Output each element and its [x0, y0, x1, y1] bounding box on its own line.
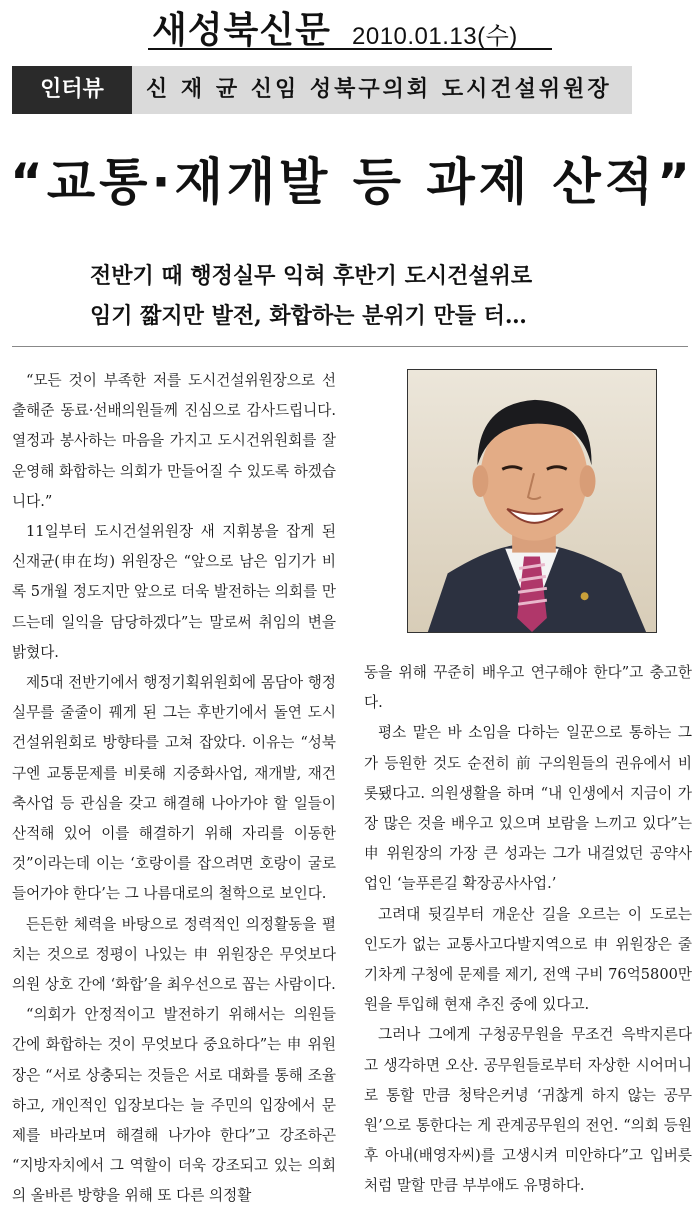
subheadline-line: 임기 짧지만 발전, 화합하는 분위기 만들 터… — [90, 303, 527, 329]
paragraph: 동을 위해 꾸준히 배우고 연구해야 한다”고 충고한다. — [364, 664, 692, 712]
headline: “교통·재개발 등 과제 산적” — [10, 153, 694, 211]
masthead — [148, 2, 558, 52]
paragraph: “모든 것이 부족한 저를 도시건설위원장으로 선출해준 동료·선배의원들께 진심으로 감사드립니다. 열정과 봉사하는 마음을 가지고 도시건위원회를 잘 운영해 화합하는 의회가 만들어질 수 있도록 하겠습니다.” — [12, 372, 336, 510]
section-tag: 인터뷰 — [12, 66, 132, 114]
paragraph: 고려대 뒷길부터 개운산 길을 오르는 이 도로는 인도가 없는 교통사고다발지역으로 申 위원장은 줄기차게 구청에 문제를 제기, 전액 구비 76억5800만원을 투입해 현재 추진 중에 있다고. — [364, 905, 692, 1014]
masthead-rule — [148, 48, 552, 50]
publication-date: 2010.01.13(수) — [352, 23, 518, 50]
paragraph: 든든한 체력을 바탕으로 정력적인 의정활동을 펼치는 것으로 정평이 나있는 申 위원장은 무엇보다 의원 상호 간에 ‘화합’을 최우선으로 꼽는 사람이다. — [12, 915, 336, 994]
divider — [12, 346, 688, 347]
newspaper-name: 새성북신문 — [152, 10, 331, 51]
paragraph: “의회가 안정적이고 발전하기 위해서는 의원들 간에 화합하는 것이 무엇보다 중요하다”는 申 위원장은 “서로 상충되는 것들은 서로 대화를 통해 조율하고, 개인적인 입장보다는 늘 주민의 입장에서 문제를 바라보며 해결해 나가야 한다”고 강조하곤 “지방자치에서 그 역할이 더욱 강조되고 있는 의회의 올바른 방향을 위해 또 다른 의정활 — [12, 1006, 336, 1205]
subheadline — [90, 256, 690, 336]
paragraph: 평소 맡은 바 소임을 다하는 일꾼으로 통하는 그가 등원한 것도 순전히 前 구의원들의 권유에서 비롯됐다고. 의원생활을 하며 “내 인생에서 지금이 가장 많은 것을 배우고 있으며 보람을 느끼고 있다”는 申 위원장의 가장 큰 성과는 그가 내걸었던 공약사업인 ‘늘푸른길 확장공사사업.’ — [364, 724, 692, 893]
article-column-left — [12, 366, 336, 1212]
paragraph: 제5대 전반기에서 행정기획위원회에 몸담아 행정실무를 줄줄이 꿰게 된 그는 후반기에서 돌연 도시건설위원회로 방향타를 고쳐 잡았다. 이유는 “성북구엔 교통문제를 비롯해 지중화사업, 재개발, 재건축사업 등 관심을 갖고 해결해 나아가야 할 일들이 산적해 있어 이를 해결하기 위해 자리를 이동한 것”이라는데 이는 ‘호랑이를 잡으려면 호랑이 굴로 들어가야 한다’는 그 나름대로의 철학으로 보인다. — [12, 674, 336, 903]
portrait-photo — [407, 369, 657, 633]
interview-subject: 신 재 균 신임 성북구의회 도시건설위원장 — [146, 77, 612, 102]
subheadline-line: 전반기 때 행정실무 익혀 후반기 도시건설위로 — [90, 263, 533, 289]
paragraph: 11일부터 도시건설위원장 새 지휘봉을 잡게 된 신재균(申在均) 위원장은 “앞으로 남은 임기가 비록 5개월 정도지만 앞으로 더욱 발전하는 의회를 만드는데 일익을 담당하겠다”는 말로써 취임의 변을 밝혔다. — [12, 523, 336, 661]
article-column-right — [364, 658, 692, 1202]
paragraph: 그러나 그에게 구청공무원을 무조건 윽박지른다고 생각하면 오산. 공무원들로부터 자상한 시어머니로 통할 만큼 청탁은커녕 ‘귀찮게 하지 않는 공무원’으로 통한다는 게 관계공무원의 전언. “의회 등원 후 아내(배영자씨)를 고생시켜 미안하다”고 입버릇처럼 말할 만큼 부부애도 유명하다. — [364, 1026, 692, 1195]
section-bar — [12, 66, 632, 114]
portrait-photo-icon — [408, 370, 656, 632]
